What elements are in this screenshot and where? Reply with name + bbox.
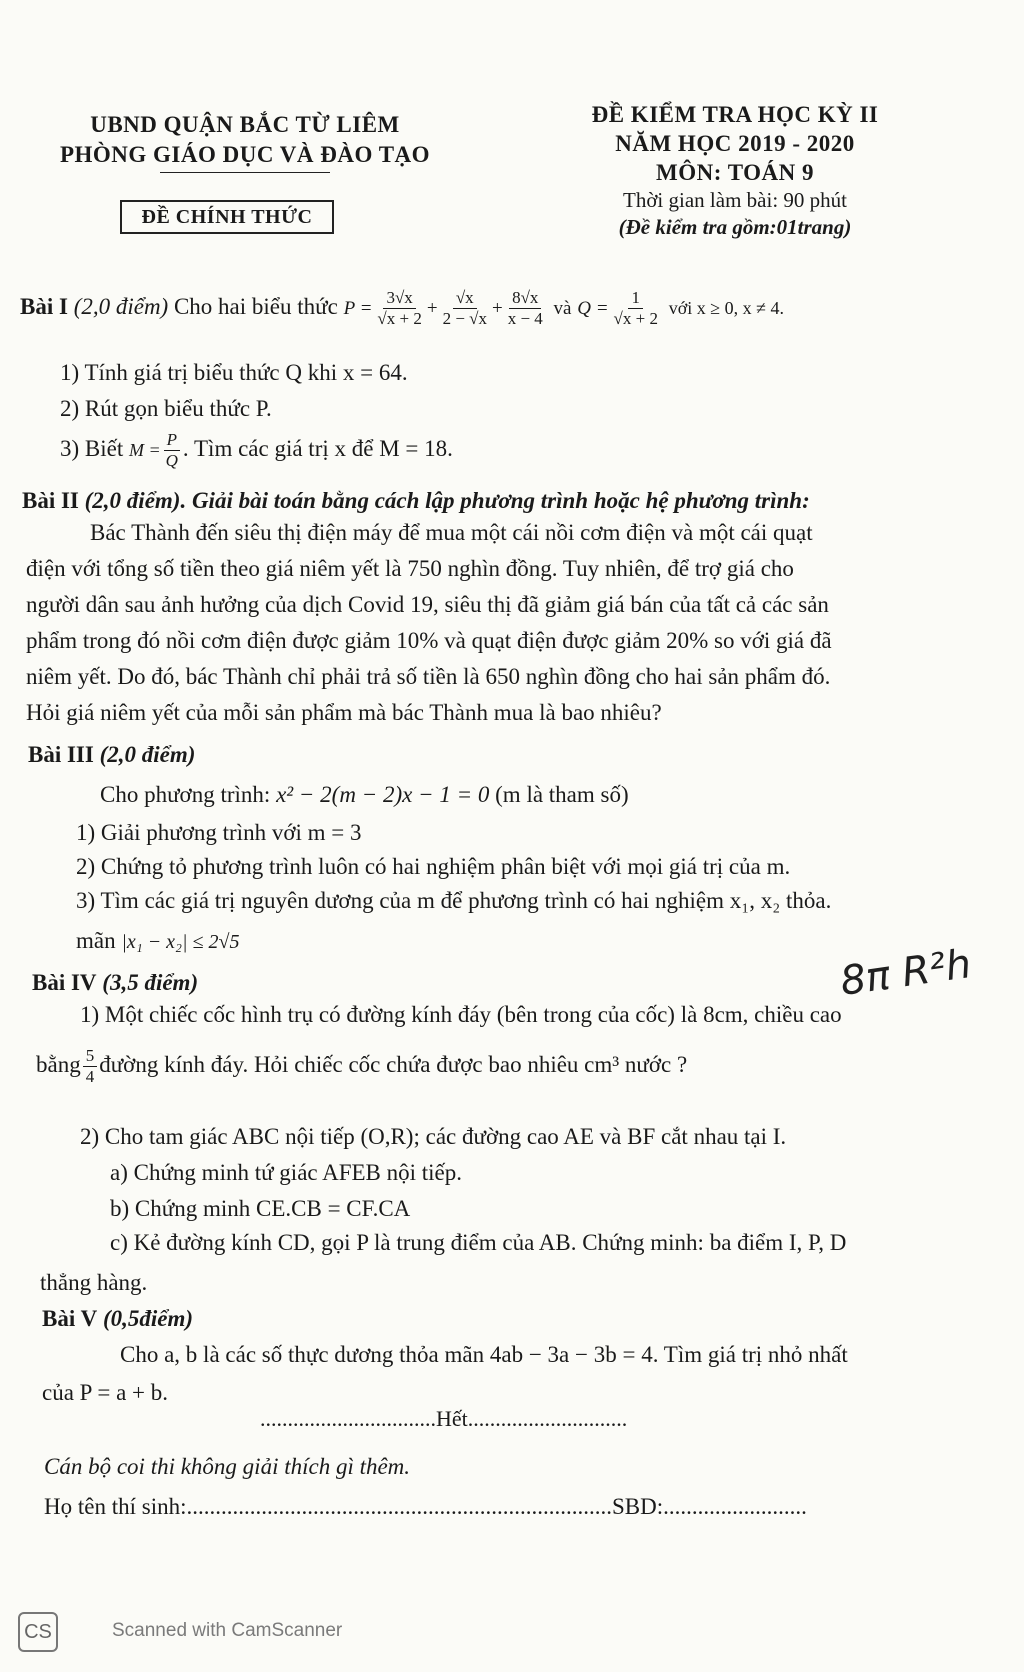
bai3-equation: x² − 2(m − 2)x − 1 = 0 [276,782,490,807]
q-fraction: $\frac{1}{√x + 2}$ [613,288,658,328]
bai2-title: (2,0 điểm). Giải bài toán bằng cách lập phương trình hoặc hệ phương trình: [84,488,810,513]
department-name: PHÒNG GIÁO DỤC VÀ ĐÀO TẠO [59,142,431,167]
p-fraction-2: $\frac{√x}{2 - √x}$ [442,288,487,328]
bai2-line-2: điện với tổng số tiền theo giá niêm yết là 750 nghìn đồng. Tuy nhiên, để trợ giá cho [26,556,794,581]
exam-time: Thời gian làm bài: 90 phút [623,188,847,212]
bai4-label: Bài IV [32,970,97,995]
bai5-line1: Cho a, b là các số thực dương thỏa mãn 4ab − 3a − 3b = 4. Tìm giá trị nhỏ nhất [120,1342,848,1367]
bai3-heading [28,740,195,770]
district-name: UBND QUẬN BẮC TỪ LIÊM [90,112,400,137]
bai4-q2c-line1: c) Kẻ đường kính CD, gọi P là trung điểm của AB. Chứng minh: ba điểm I, P, D [110,1230,847,1255]
exam-title: ĐỀ KIỂM TRA HỌC KỲ II [591,102,879,127]
p-lhs: P = [343,297,373,319]
bai5-heading [42,1304,193,1334]
five-fourths-fraction: $\frac{5}{4}$ [83,1046,98,1087]
bai4-q2c-line2: thẳng hàng. [40,1270,148,1295]
proctor-note: Cán bộ coi thi không giải thích gì thêm. [44,1454,411,1479]
bai5-label: Bài V [42,1306,98,1331]
header-left [30,110,460,173]
subject: MÔN: TOÁN 9 [656,160,814,185]
bai1-statement: Bài I (2,0 điểm) Cho hai biểu thức P = $\frac{3√x}{√x + 2}$ + $\frac{√x}{2 - √x}$ + $\frac{8√x}{x - 4}$ và Q = $\frac{1}{√x + 2}$ với x ≥ 0, x ≠ 4. [20,288,784,328]
bai2-line-3: người dân sau ảnh hưởng của dịch Covid 19, siêu thị đã giảm giá bán của tất cả các sản [26,592,829,617]
header-underline [160,172,330,173]
bai4-heading [32,968,198,998]
m-fraction: $\frac{P}{Q}$ [163,430,181,471]
bai1-q2: 2) Rút gọn biểu thức P. [60,396,272,421]
bai1-points: (2,0 điểm) [73,293,169,319]
bai3-points: (2,0 điểm) [99,742,196,767]
header-right [540,100,930,241]
bai4-points: (3,5 điểm) [102,970,199,995]
school-year: NĂM HỌC 2019 - 2020 [615,131,855,156]
candidate-info-line: Họ tên thí sinh:..........................................................................SBD:......................... [44,1494,807,1519]
bai2-line-5: niêm yết. Do đó, bác Thành chỉ phải trả số tiền là 650 nghìn đồng cho hai sản phẩm đó. [26,664,831,689]
camscanner-watermark: Scanned with CamScanner [112,1620,343,1641]
bai3-q2: 2) Chứng tỏ phương trình luôn có hai nghiệm phân biệt với mọi giá trị của m. [76,854,791,879]
official-label: ĐỀ CHÍNH THỨC [120,200,334,234]
bai2-label: Bài II [22,488,79,513]
bai4-q2b: b) Chứng minh CE.CB = CF.CA [110,1196,411,1221]
bai4-q1-line1: 1) Một chiếc cốc hình trụ có đường kính đáy (bên trong của cốc) là 8cm, chiều cao [80,1002,842,1027]
bai3-q3-cont: mãn |x₁ − x₂| ≤ 2√5 [76,928,240,953]
bai3-equation-line: Cho phương trình: x² − 2(m − 2)x − 1 = 0 (m là tham số) [100,782,629,807]
p-fraction-1: $\frac{3√x}{√x + 2}$ [377,288,422,328]
bai1-label: Bài I [20,293,68,319]
bai1-q3: 3) Biết M = $\frac{P}{Q}$ . Tìm các giá trị x để M = 18. [60,430,453,470]
bai4-q2a: a) Chứng minh tứ giác AFEB nội tiếp. [110,1160,463,1185]
bai2-heading [22,486,810,516]
bai3-label: Bài III [28,742,94,767]
end-marker: ................................Hết............................. [260,1406,628,1431]
bai2-line-1: Bác Thành đến siêu thị điện máy để mua một cái nồi cơm điện và một cái quạt [90,520,813,545]
bai1-intro: Cho hai biểu thức [173,293,338,319]
bai2-line-4: phẩm trong đó nồi cơm điện được giảm 10% và quạt điện được giảm 20% so với giá đã [26,628,832,653]
camscanner-logo: CS [18,1612,58,1652]
q-lhs: Q = [577,297,609,319]
bai2-line-6: Hỏi giá niêm yết của mỗi sản phẩm mà bác Thành mua là bao nhiêu? [26,700,662,725]
page-count: (Đề kiểm tra gồm:01trang) [618,215,852,239]
bai4-q2: 2) Cho tam giác ABC nội tiếp (O,R); các đường cao AE và BF cắt nhau tại I. [80,1124,787,1149]
bai1-q1: 1) Tính giá trị biểu thức Q khi x = 64. [60,360,408,385]
bai3-q1: 1) Giải phương trình với m = 3 [76,820,362,845]
bai5-points: (0,5điểm) [102,1306,193,1331]
bai1-condition: với x ≥ 0, x ≠ 4. [668,297,784,318]
bai5-line2: của P = a + b. [42,1380,169,1405]
bai4-q1-line2: bằng $\frac{5}{4}$ đường kính đáy. Hỏi chiếc cốc chứa được bao nhiêu cm³ nước ? [36,1046,688,1086]
p-fraction-3: $\frac{8√x}{x - 4}$ [507,288,543,328]
handwritten-note: 8π R²h [837,941,974,1005]
bai3-q3: 3) Tìm các giá trị nguyên dương của m để phương trình có hai nghiệm x₁, x₂ thỏa. [76,888,832,913]
